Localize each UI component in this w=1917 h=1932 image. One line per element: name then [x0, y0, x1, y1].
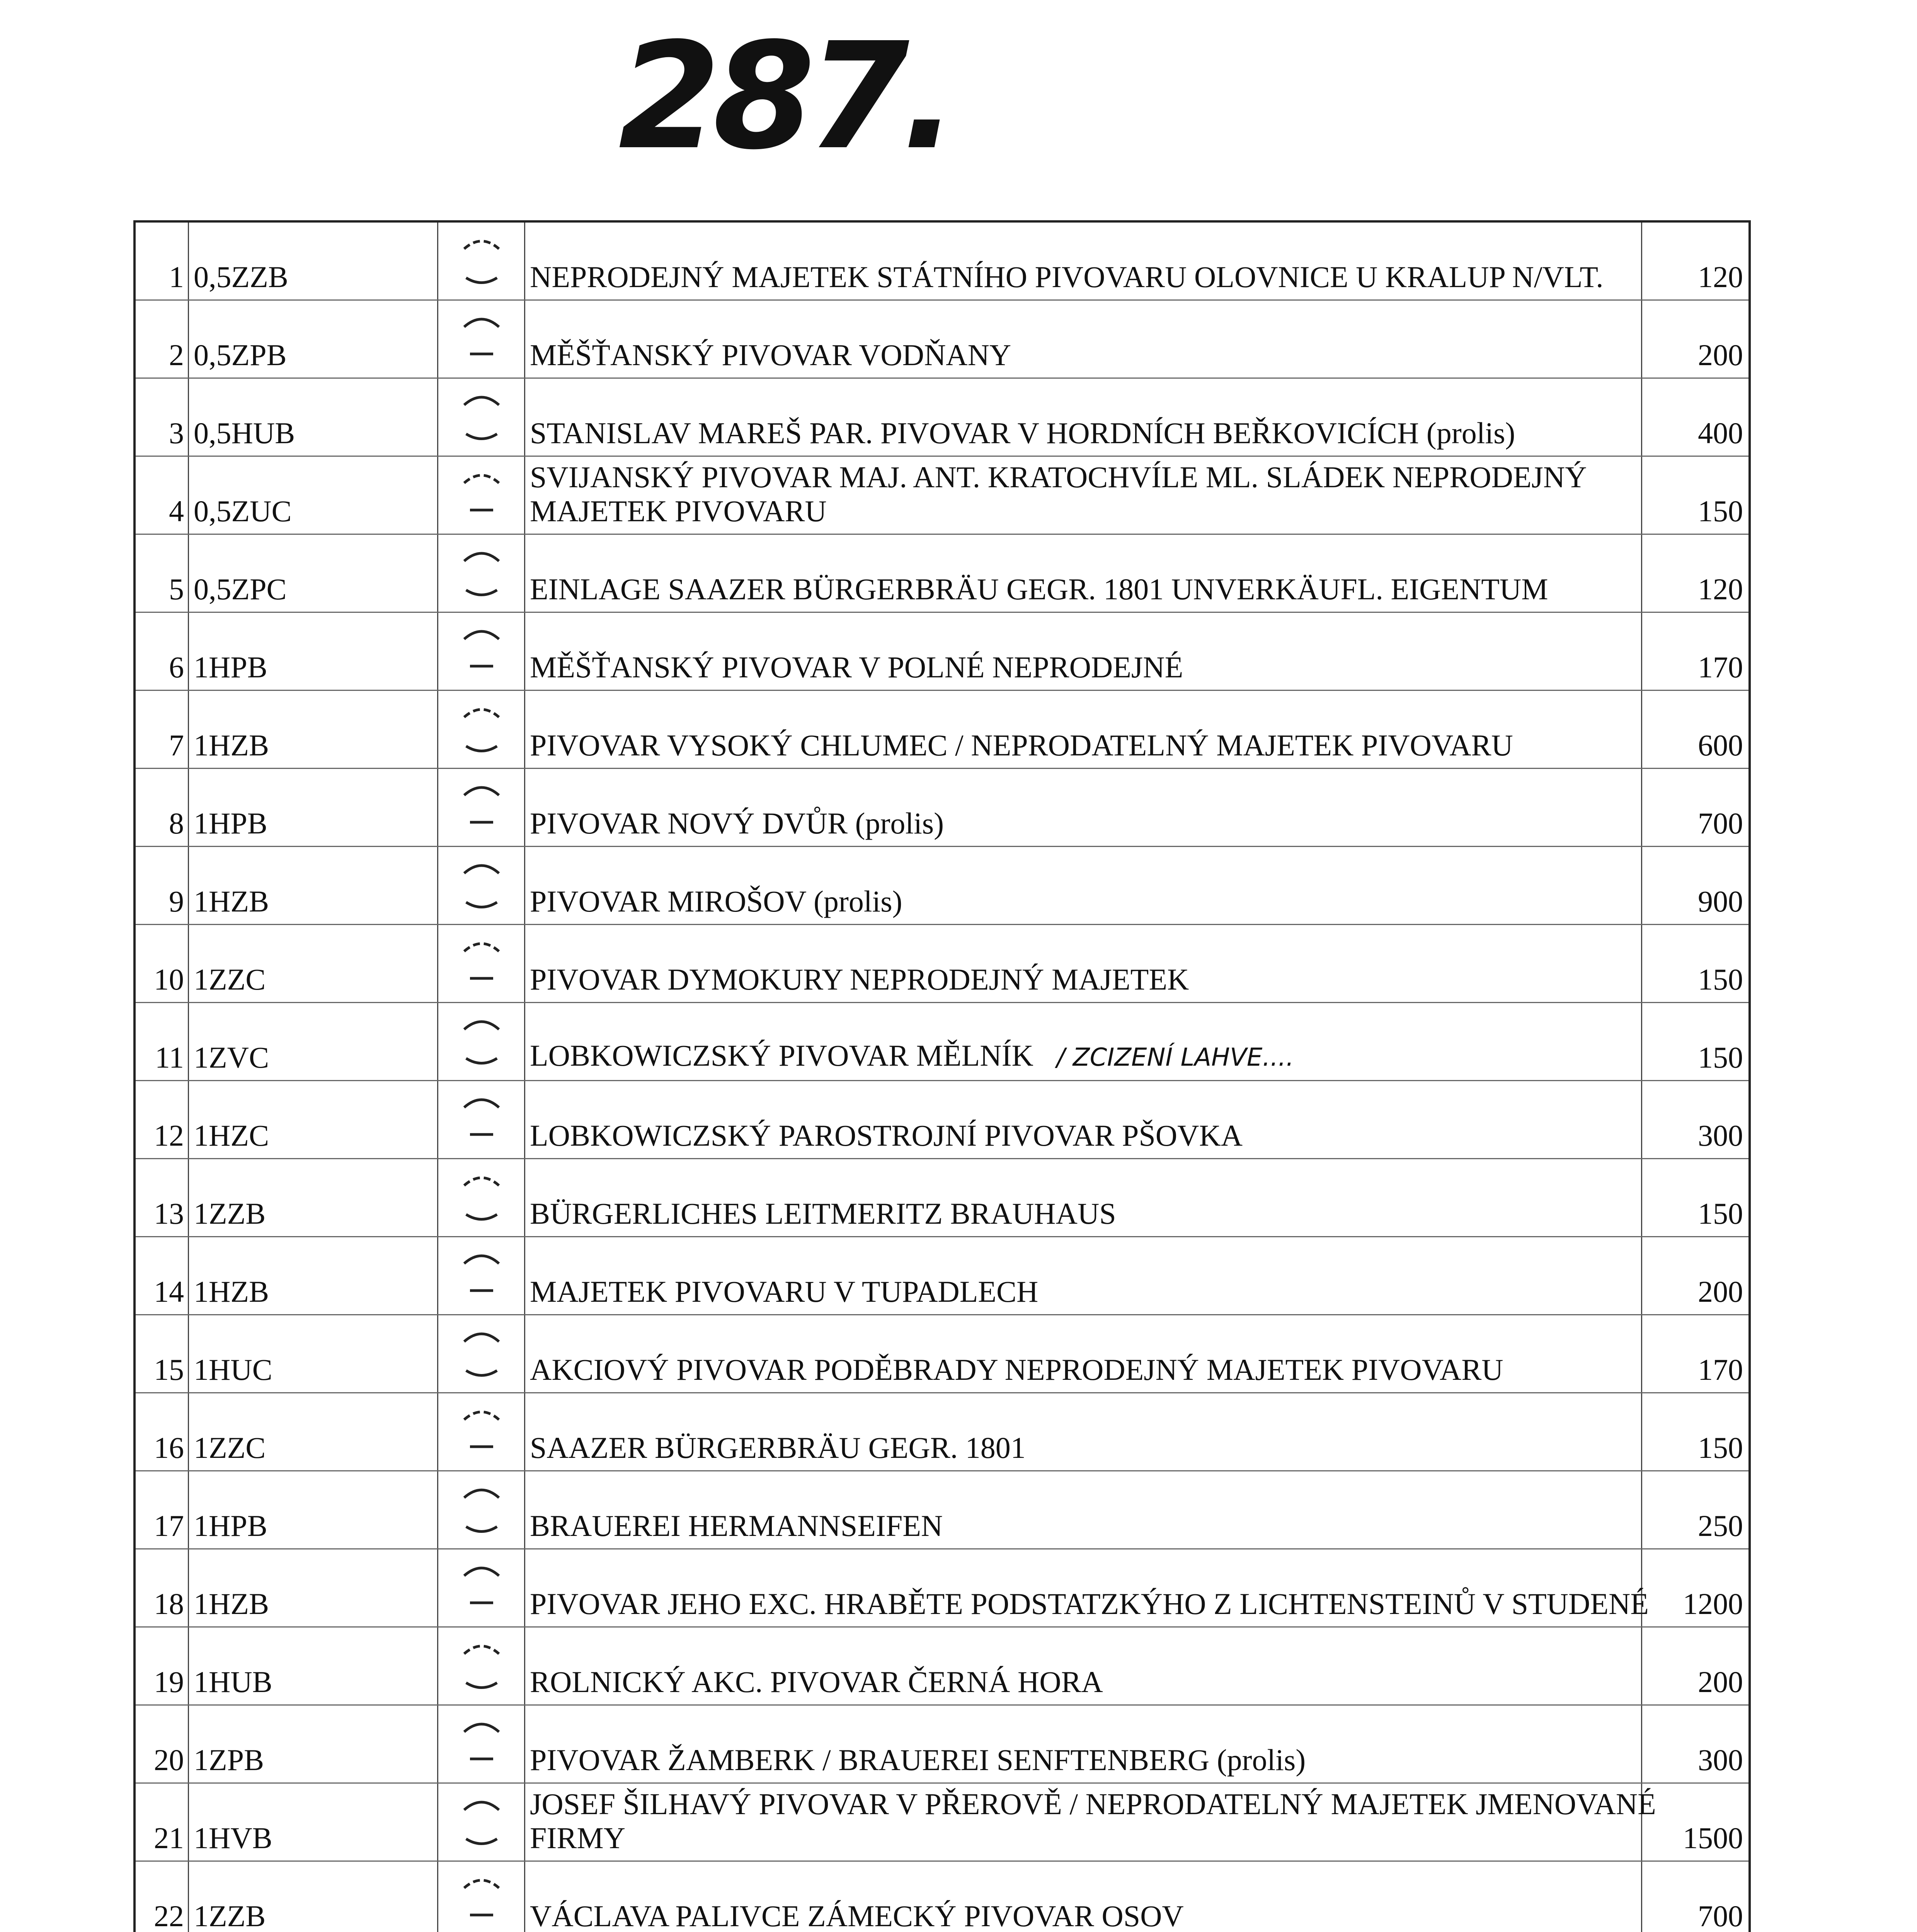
brewery-name: [530, 572, 1728, 606]
embossing-sketch-icon: [443, 1475, 520, 1546]
brewery-name-text: BÜRGERLICHES LEITMERITZ BRAUHAUS: [530, 1197, 1116, 1230]
embossing-sketch-icon: [443, 616, 520, 688]
brewery-name-text: EINLAGE SAAZER BÜRGERBRÄU GEGR. 1801 UNVERKÄUFL. EIGENTUM: [530, 572, 1548, 606]
bottle-code: 1HZB: [194, 1275, 269, 1308]
brewery-name: [530, 460, 1728, 528]
table-row: [136, 1549, 1748, 1628]
embossing-sketch-icon: [443, 694, 520, 766]
price: 150: [1698, 1197, 1743, 1230]
embossing-sketch-icon: [443, 1006, 520, 1078]
table-row: [136, 379, 1748, 457]
brewery-name-text: PIVOVAR DYMOKURY NEPRODEJNÝ MAJETEK: [530, 963, 1189, 996]
brewery-name-text: STANISLAV MAREŠ PAR. PIVOVAR V HORDNÍCH BEŘKOVICÍCH (prolis): [530, 416, 1515, 450]
bottle-list-table: [133, 220, 1751, 1932]
table-row: [136, 1003, 1748, 1081]
price: 200: [1698, 338, 1743, 372]
brewery-name-text: ROLNICKÝ AKC. PIVOVAR ČERNÁ HORA: [530, 1665, 1103, 1699]
price: 600: [1698, 728, 1743, 762]
bottle-code: 1HPB: [194, 806, 267, 840]
price: 300: [1698, 1119, 1743, 1152]
brewery-name: [530, 1509, 1728, 1543]
brewery-name: [530, 1431, 1728, 1465]
embossing-sketch-icon: [443, 1631, 520, 1702]
price: 1200: [1683, 1587, 1743, 1621]
bottle-code: 1HPB: [194, 650, 267, 684]
embossing-sketch-icon: [443, 1318, 520, 1390]
brewery-name: [530, 728, 1728, 762]
row-number: 8: [169, 806, 184, 840]
bottle-code: 1ZZB: [194, 1899, 266, 1932]
brewery-name-text: JOSEF ŠILHAVÝ PIVOVAR V PŘEROVĚ / NEPRODATELNÝ MAJETEK JMENOVANÉ FIRMY: [530, 1787, 1656, 1855]
brewery-name-text: MĚŠŤANSKÝ PIVOVAR VODŇANY: [530, 338, 1011, 372]
row-number: 21: [154, 1821, 184, 1855]
brewery-name-text: NEPRODEJNÝ MAJETEK STÁTNÍHO PIVOVARU OLOVNICE U KRALUP N/VLT.: [530, 260, 1604, 294]
bottle-code: 0,5ZUC: [194, 494, 292, 528]
brewery-name: [530, 1899, 1728, 1932]
row-number: 15: [154, 1353, 184, 1386]
brewery-name: [530, 1119, 1728, 1153]
row-number: 3: [169, 416, 184, 450]
brewery-name-text: LOBKOWICZSKÝ PIVOVAR MĚLNÍK: [530, 1039, 1033, 1072]
price: 150: [1698, 1041, 1743, 1074]
bottle-code: 0,5HUB: [194, 416, 295, 450]
table-row: [136, 1862, 1748, 1932]
table-row: [136, 1471, 1748, 1549]
price: 120: [1698, 260, 1743, 294]
brewery-name: [530, 260, 1728, 294]
table-row: [136, 1159, 1748, 1237]
bottle-code: 1HZB: [194, 884, 269, 918]
price: 170: [1698, 650, 1743, 684]
brewery-name-text: MĚŠŤANSKÝ PIVOVAR V POLNÉ NEPRODEJNÉ: [530, 650, 1183, 684]
brewery-name-text: PIVOVAR JEHO EXC. HRABĚTE PODSTATZKÝHO Z LICHTENSTEINŮ V STUDENÉ: [530, 1587, 1649, 1621]
table-row: [136, 847, 1748, 925]
row-number: 9: [169, 884, 184, 918]
row-number: 16: [154, 1431, 184, 1464]
brewery-name-text: LOBKOWICZSKÝ PAROSTROJNÍ PIVOVAR PŠOVKA: [530, 1119, 1243, 1152]
table-row: [136, 925, 1748, 1003]
bottle-code: 0,5ZZB: [194, 260, 288, 294]
brewery-name-text: SAAZER BÜRGERBRÄU GEGR. 1801: [530, 1431, 1026, 1464]
table-row: [136, 769, 1748, 847]
brewery-name-text: MAJETEK PIVOVARU V TUPADLECH: [530, 1275, 1039, 1308]
brewery-name-text: AKCIOVÝ PIVOVAR PODĚBRADY NEPRODEJNÝ MAJETEK PIVOVARU: [530, 1353, 1503, 1386]
table-row: [136, 1628, 1748, 1706]
row-number: 13: [154, 1197, 184, 1230]
brewery-name-text: PIVOVAR ŽAMBERK / BRAUEREI SENFTENBERG (prolis): [530, 1743, 1306, 1777]
embossing-sketch-icon: [443, 1396, 520, 1468]
brewery-name: [530, 1197, 1728, 1231]
bottle-code: 1ZZB: [194, 1197, 266, 1230]
bottle-code: 1HZB: [194, 728, 269, 762]
embossing-sketch-icon: [443, 1709, 520, 1781]
row-number: 22: [154, 1899, 184, 1932]
price: 900: [1698, 884, 1743, 918]
price: 150: [1698, 494, 1743, 528]
row-number: 4: [169, 494, 184, 528]
brewery-name: [530, 416, 1728, 450]
embossing-sketch-icon: [443, 304, 520, 376]
embossing-sketch-icon: [443, 1084, 520, 1156]
brewery-name: [530, 1587, 1728, 1621]
row-number: 12: [154, 1119, 184, 1152]
brewery-name: [530, 1353, 1728, 1387]
price: 150: [1698, 963, 1743, 996]
embossing-sketch-icon: [443, 928, 520, 1000]
embossing-sketch-icon: [443, 226, 520, 298]
table-row: [136, 1315, 1748, 1393]
handwritten-note: / ZCIZENÍ LAHVE....: [1056, 1043, 1294, 1072]
bottle-code: 0,5ZPB: [194, 338, 287, 372]
row-number: 6: [169, 650, 184, 684]
brewery-name-text: PIVOVAR VYSOKÝ CHLUMEC / NEPRODATELNÝ MAJETEK PIVOVARU: [530, 728, 1513, 762]
row-number: 17: [154, 1509, 184, 1543]
bottle-code: 0,5ZPC: [194, 572, 287, 606]
bottle-code: 1HUB: [194, 1665, 272, 1699]
brewery-name: [530, 1743, 1728, 1777]
brewery-name: [530, 806, 1728, 840]
bottle-code: 1HZC: [194, 1119, 269, 1152]
embossing-sketch-icon: [443, 1162, 520, 1234]
brewery-name-text: VÁCLAVA PALIVCE ZÁMECKÝ PIVOVAR OSOV: [530, 1899, 1184, 1932]
handwritten-page-number: 287.: [618, 11, 950, 182]
row-number: 19: [154, 1665, 184, 1699]
bottle-code: 1ZZC: [194, 1431, 266, 1464]
price: 120: [1698, 572, 1743, 606]
price: 700: [1698, 806, 1743, 840]
price: 250: [1698, 1509, 1743, 1543]
bottle-code: 1HZB: [194, 1587, 269, 1621]
table-row: [136, 1784, 1748, 1862]
price: 200: [1698, 1665, 1743, 1699]
brewery-name-text: PIVOVAR NOVÝ DVŮR (prolis): [530, 806, 944, 840]
table-row: [136, 1706, 1748, 1784]
brewery-name-text: BRAUEREI HERMANNSEIFEN: [530, 1509, 943, 1543]
embossing-sketch-icon: [443, 850, 520, 922]
brewery-name: [530, 650, 1728, 684]
bottle-code: 1ZPB: [194, 1743, 264, 1777]
row-number: 10: [154, 963, 184, 996]
bottle-code: 1HPB: [194, 1509, 267, 1543]
table-row: [136, 301, 1748, 379]
price: 200: [1698, 1275, 1743, 1308]
table-row: [136, 613, 1748, 691]
table-row: [136, 1081, 1748, 1159]
price: 150: [1698, 1431, 1743, 1464]
table-row: [136, 1393, 1748, 1471]
row-number: 18: [154, 1587, 184, 1621]
brewery-name: [530, 1787, 1728, 1855]
table-row: [136, 457, 1748, 535]
table-row: [136, 1237, 1748, 1315]
table-row: [136, 535, 1748, 613]
brewery-name: [530, 884, 1728, 918]
row-number: 5: [169, 572, 184, 606]
row-number: 20: [154, 1743, 184, 1777]
embossing-sketch-icon: [443, 1553, 520, 1624]
price: 700: [1698, 1899, 1743, 1932]
brewery-name: [530, 338, 1728, 372]
row-number: 11: [155, 1041, 184, 1074]
row-number: 1: [169, 260, 184, 294]
embossing-sketch-icon: [443, 1787, 520, 1859]
price: 1500: [1683, 1821, 1743, 1855]
price: 400: [1698, 416, 1743, 450]
table-row: [136, 691, 1748, 769]
embossing-sketch-icon: [443, 1865, 520, 1932]
embossing-sketch-icon: [443, 382, 520, 454]
bottle-code: 1HUC: [194, 1353, 272, 1386]
bottle-code: 1HVB: [194, 1821, 272, 1855]
brewery-name: [530, 1275, 1728, 1309]
embossing-sketch-icon: [443, 460, 520, 532]
embossing-sketch-icon: [443, 1240, 520, 1312]
price: 170: [1698, 1353, 1743, 1386]
embossing-sketch-icon: [443, 772, 520, 844]
embossing-sketch-icon: [443, 538, 520, 610]
brewery-name: [530, 963, 1728, 997]
brewery-name: [530, 1039, 1728, 1075]
price: 300: [1698, 1743, 1743, 1777]
bottle-code: 1ZVC: [194, 1041, 269, 1074]
brewery-name: [530, 1665, 1728, 1699]
brewery-name-text: SVIJANSKÝ PIVOVAR MAJ. ANT. KRATOCHVÍLE ML. SLÁDEK NEPRODEJNÝ MAJETEK PIVOVARU: [530, 460, 1587, 528]
row-number: 14: [154, 1275, 184, 1308]
table-row: [136, 223, 1748, 301]
bottle-code: 1ZZC: [194, 963, 266, 996]
row-number: 2: [169, 338, 184, 372]
brewery-name-text: PIVOVAR MIROŠOV (prolis): [530, 884, 902, 918]
row-number: 7: [169, 728, 184, 762]
